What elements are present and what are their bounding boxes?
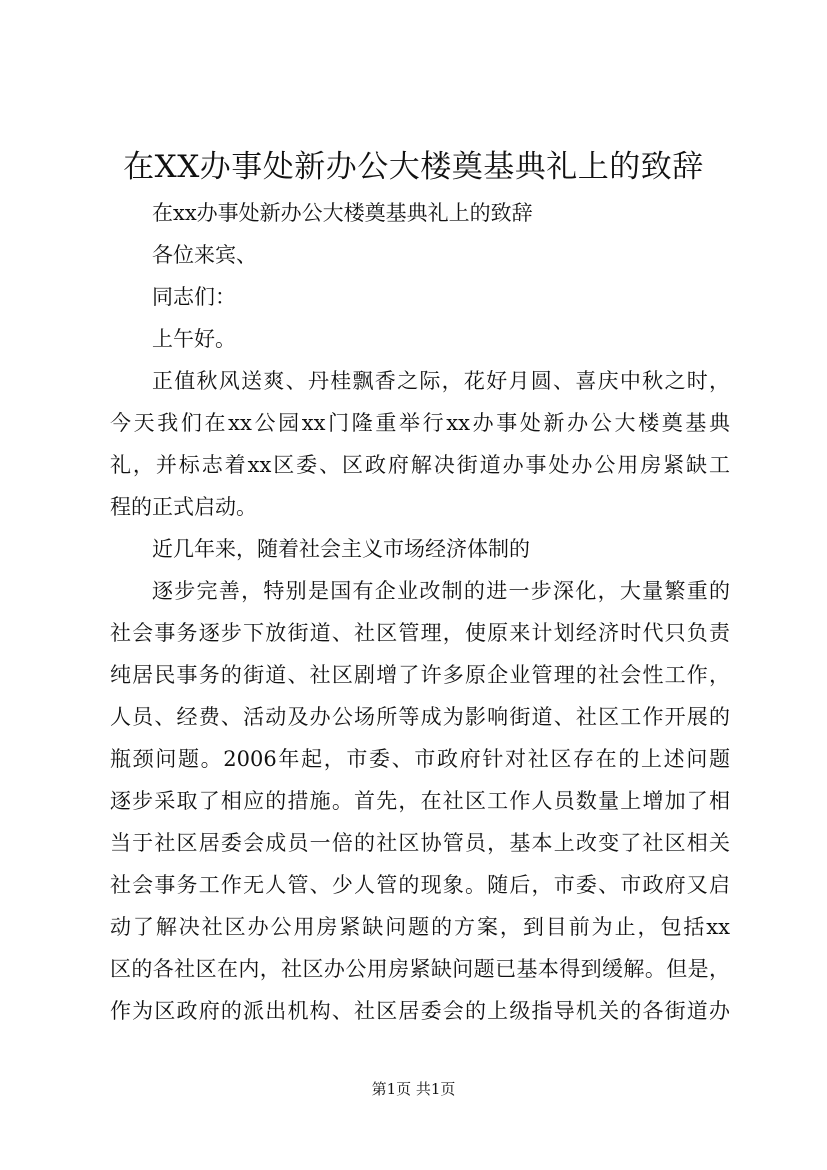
paragraph-line: 区的各社区在内，社区办公用房紧缺问题已基本得到缓解。但是， xyxy=(110,957,730,981)
salutation-line: 同志们： xyxy=(152,285,236,309)
greeting-line: 上午好。 xyxy=(152,327,236,351)
salutation-line: 各位来宾、 xyxy=(152,243,257,267)
paragraph-line: 逐步采取了相应的措施。首先，在社区工作人员数量上增加了相 xyxy=(110,789,730,813)
paragraph-line: 正值秋风送爽、丹桂飘香之际，花好月圆、喜庆中秋之时， xyxy=(152,369,730,393)
paragraph-line: 礼，并标志着xx区委、区政府解决街道办事处办公用房紧缺工 xyxy=(110,453,730,477)
paragraph-line: 纯居民事务的街道、社区剧增了许多原企业管理的社会性工作， xyxy=(110,663,730,687)
paragraph-line: 社会事务工作无人管、少人管的现象。随后，市委、市政府又启 xyxy=(110,873,730,897)
paragraph-line: 瓶颈问题。2006年起，市委、市政府针对社区存在的上述问题 xyxy=(110,747,730,771)
paragraph-line: 作为区政府的派出机构、社区居委会的上级指导机关的各街道办 xyxy=(110,999,730,1023)
page-footer: 第1页 共1页 xyxy=(371,1080,456,1098)
paragraph-line: 近几年来，随着社会主义市场经济体制的 xyxy=(152,537,530,561)
paragraph-line: 程的正式启动。 xyxy=(110,495,257,519)
paragraph-line: 人员、经费、活动及办公场所等成为影响街道、社区工作开展的 xyxy=(110,705,730,729)
paragraph-line: 动了解决社区办公用房紧缺问题的方案，到目前为止，包括xx xyxy=(110,915,730,939)
paragraph-line: 当于社区居委会成员一倍的社区协管员，基本上改变了社区相关 xyxy=(110,831,730,855)
subtitle-line: 在xx办事处新办公大楼奠基典礼上的致辞 xyxy=(152,201,533,225)
paragraph-line: 社会事务逐步下放街道、社区管理，使原来计划经济时代只负责 xyxy=(110,621,730,645)
paragraph-line: 今天我们在xx公园xx门隆重举行xx办事处新办公大楼奠基典 xyxy=(110,411,730,435)
document-body xyxy=(110,192,730,1032)
paragraph-line: 逐步完善，特别是国有企业改制的进一步深化，大量繁重的 xyxy=(152,579,730,603)
document-title: 在XX办事处新办公大楼奠基典礼上的致辞 xyxy=(123,149,704,185)
